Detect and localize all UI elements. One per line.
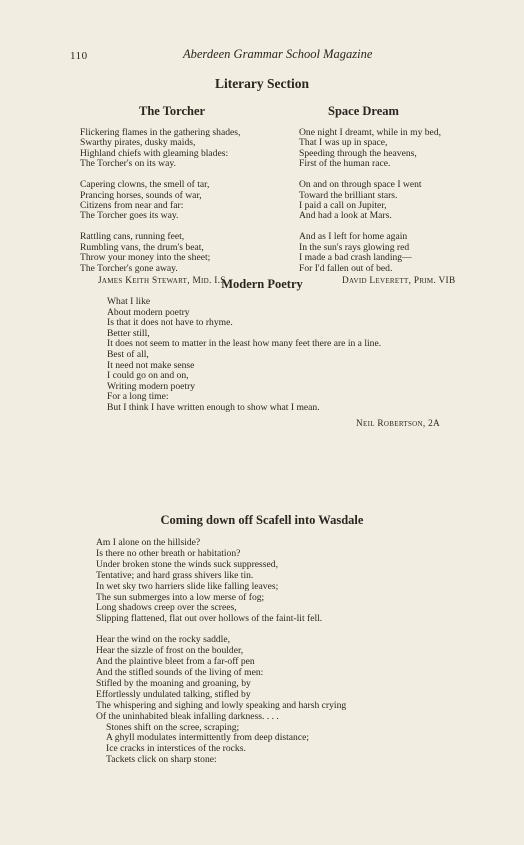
poem-line: But I think I have written enough to show what I mean. (107, 401, 320, 413)
author-credit: James Keith Stewart, Mid. I.S (98, 276, 226, 287)
poem-line: Throw your money into the sheet; (80, 252, 211, 264)
poem-line: It need not make sense (107, 359, 195, 371)
poem-line: Is that it does not have to rhyme. (107, 317, 233, 329)
poem-line: First of the human race. (299, 158, 391, 170)
poem-line: Tackets click on sharp stone: (106, 754, 217, 766)
poem-line: I made a bad crash landing— (299, 252, 412, 264)
poem-title-scafell: Coming down off Scafell into Wasdale (160, 513, 364, 527)
poem-line: On and on through space I went (299, 179, 422, 191)
poem-line: Best of all, (107, 348, 149, 360)
poem-line: Hear the wind on the rocky saddle, (96, 634, 231, 646)
poem-line: That I was up in space, (299, 137, 388, 149)
stanza (96, 538, 346, 625)
poem-line: Stifled by the moaning and groaning, by (96, 677, 251, 689)
section-title: Literary Section (214, 76, 310, 91)
stanza (299, 180, 455, 222)
poem-body-space-dream (299, 128, 455, 286)
poem-line: Stones shift on the scree, scraping; (106, 721, 240, 733)
running-title: Aberdeen Grammar School Magazine (183, 47, 373, 61)
poem-line: Capering clowns, the smell of tar, (80, 179, 210, 191)
poem-line: Am I alone on the hillside? (96, 537, 201, 548)
poem-line: Ice cracks in interstices of the rocks. (106, 743, 246, 755)
poem-body-scafell (96, 538, 346, 777)
stanza (96, 635, 346, 766)
stanza (299, 232, 455, 274)
poem-line: Toward the brilliant stars. (299, 189, 398, 201)
poem-line: And the plaintive bleet from a far-off pen (96, 656, 255, 668)
poem-line: Better still, (107, 327, 150, 339)
poem-line: Highland chiefs with gleaming blades: (80, 147, 229, 159)
poem-line: For a long time: (107, 391, 169, 403)
poem-line: I could go on and on, (107, 370, 189, 382)
poem-line: It does not seem to matter in the least how many feet there are in a line. (107, 338, 382, 350)
poem-line: And had a look at Mars. (299, 210, 392, 222)
poem-body-the-torcher (80, 128, 240, 286)
poem-line: In wet sky two harriers slide like falling leaves; (96, 580, 279, 592)
poem-line: Of the uninhabited bleak infalling darkness. . . . (96, 710, 279, 722)
poem-line: Flickering flames in the gathering shades, (80, 127, 241, 138)
poem-body-modern-poetry (107, 297, 381, 414)
poem-title-the-torcher: The Torcher (139, 104, 206, 118)
poem-line: And the stifled sounds of the living of men: (96, 666, 264, 678)
poem-line: Tentative; and hard grass shivers like tin. (96, 569, 254, 581)
poem-line: I paid a call on Jupiter, (299, 200, 387, 212)
poem-line: Swarthy pirates, dusky maids, (80, 137, 196, 149)
poem-line: The Torcher's gone away. (80, 262, 178, 274)
poem-line: Writing modern poetry (107, 380, 196, 392)
author-credit: David Leverett, Prim. VIB (342, 276, 456, 287)
poem-line: One night I dreamt, while in my bed, (299, 127, 442, 138)
poem-line: What I like (107, 296, 151, 307)
poem-line: Rattling cans, running feet, (80, 231, 185, 243)
poem-line: In the sun's rays glowing red (299, 241, 410, 253)
poem-line: Speeding through the heavens, (299, 147, 417, 159)
poem-line: Effortlessly undulated talking, stifled by (96, 688, 251, 700)
poem-line: Slipping flattened, flat out over hollows of the faint-lit fell. (96, 613, 323, 625)
poem-line: Rumbling vans, the drum's beat, (80, 241, 204, 253)
poem-title-space-dream: Space Dream (328, 104, 399, 118)
poem-line: Under broken stone the winds suck suppressed, (96, 558, 278, 570)
poem-line: About modern poetry (107, 306, 190, 318)
poem-line: The Torcher's on its way. (80, 158, 176, 170)
page-number: 110 (70, 50, 88, 62)
author-credit: Neil Robertson, 2A (356, 419, 441, 429)
stanza (299, 128, 455, 170)
poem-line: For I'd fallen out of bed. (299, 262, 393, 274)
poem-line: Long shadows creep over the screes, (96, 602, 237, 614)
poem-line: The whispering and sighing and lowly speaking and harsh crying (96, 699, 347, 711)
poem-line: The Torcher goes its way. (80, 210, 179, 222)
poem-line: A ghyll modulates intermittently from deep distance; (106, 732, 310, 744)
poem-title-modern-poetry: Modern Poetry (221, 277, 303, 291)
poem-line: Hear the sizzle of frost on the boulder, (96, 645, 244, 657)
poem-line: The sun submerges into a low merse of fog; (96, 591, 265, 603)
poem-line: Prancing horses, sounds of war, (80, 189, 202, 201)
poem-line: Is there no other breath or habitation? (96, 547, 241, 559)
stanza (80, 232, 240, 274)
stanza (80, 180, 240, 222)
poem-line: Citizens from near and far: (80, 200, 184, 212)
stanza (80, 128, 240, 170)
poem-line: And as I left for home again (299, 231, 408, 243)
